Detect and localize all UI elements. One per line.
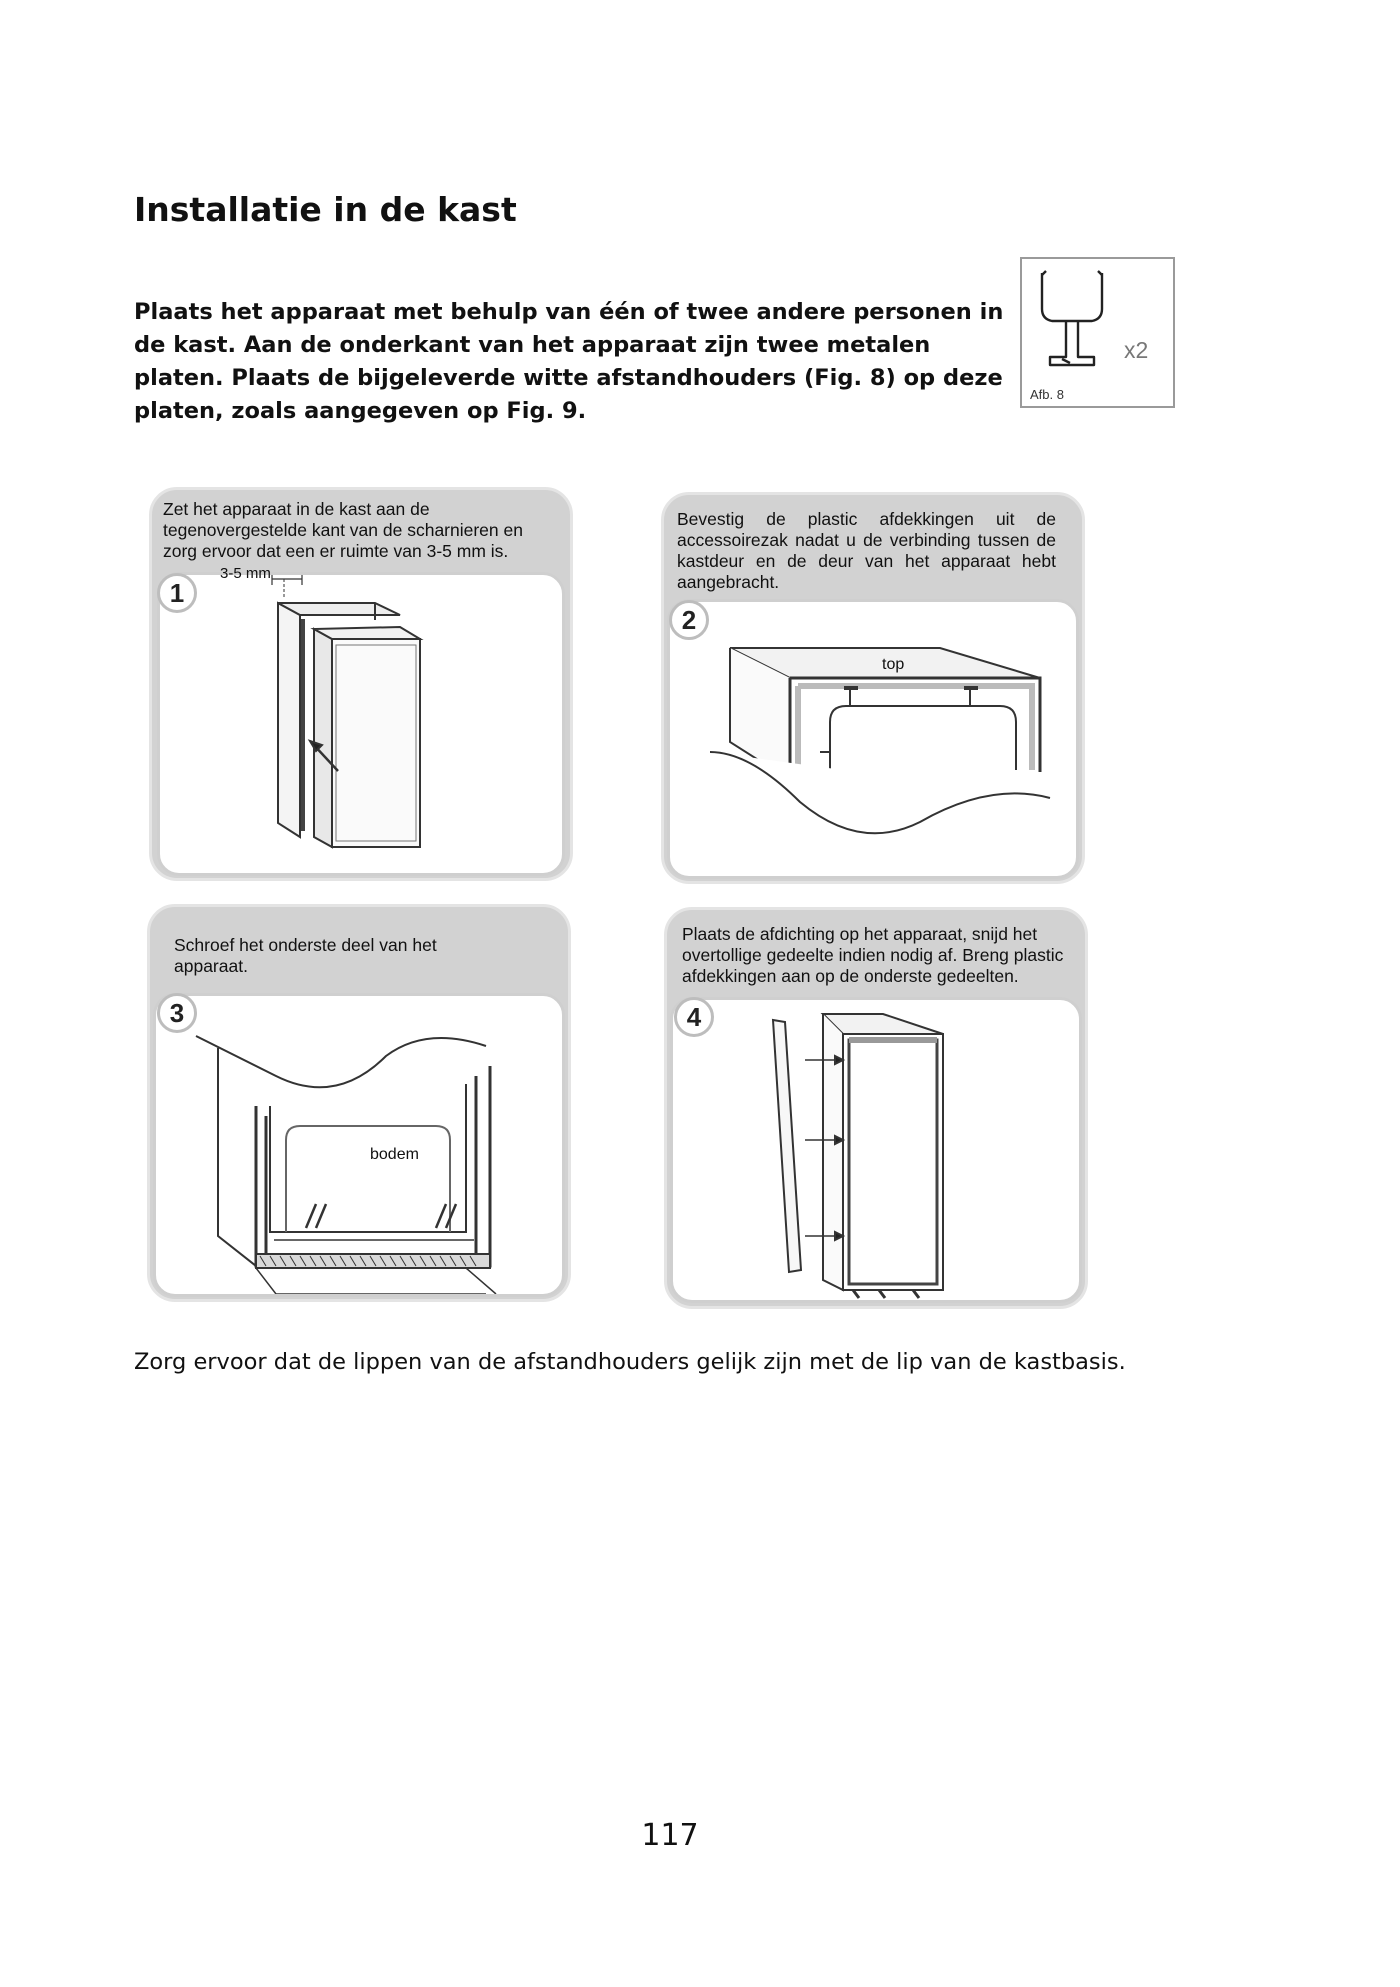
step-4-badge: 4 <box>674 997 714 1037</box>
step-3-illustration-area <box>153 993 565 1297</box>
footer-note: Zorg ervoor dat de lippen van de afstandhouders gelijk zijn met de lip van de kastbasis. <box>134 1349 1126 1375</box>
step-2-label: top <box>882 656 905 673</box>
step-1-panel <box>149 487 573 881</box>
cabinet-top-icon <box>670 602 1076 876</box>
step-1-text: Zet het apparaat in de kast aan de tegenovergestelde kant van de scharnieren en zorg ervoor dat een er ruimte van 3-5 mm is. <box>163 499 523 561</box>
page-number: 117 <box>641 1818 699 1853</box>
step-3-text: Schroef het onderste deel van het apparaat. <box>174 935 437 976</box>
step-4-panel <box>664 907 1088 1309</box>
fig8-caption: Afb. 8 <box>1030 387 1064 402</box>
step-1-badge: 1 <box>157 573 197 613</box>
step-3-label: bodem <box>370 1146 419 1163</box>
step-3-badge: 3 <box>157 993 197 1033</box>
step-1-label: 3-5 mm <box>220 565 271 582</box>
step-2-badge: 2 <box>669 600 709 640</box>
seal-strip-icon <box>673 1000 1079 1300</box>
figure-8 <box>1020 257 1175 408</box>
fig8-count: x2 <box>1124 337 1149 363</box>
spacer-icon <box>1022 259 1173 406</box>
step-1-illustration-area <box>157 565 565 876</box>
step-4-illustration-area <box>670 997 1082 1303</box>
step-2-text: Bevestig de plastic afdekkingen uit de accessoirezak nadat u de verbinding tussen de kastdeur en de deur van het apparaat hebt aangebracht. <box>677 509 1056 592</box>
cabinet-insert-icon <box>160 575 562 873</box>
step-2-illustration-area <box>667 599 1079 879</box>
page-title: Installatie in de kast <box>134 190 517 229</box>
step-2-panel <box>661 492 1085 884</box>
step-4-text: Plaats de afdichting op het apparaat, snijd het overtollige gedeelte indien nodig af. Breng plastic afdekkingen aan op de onderste gedeelten. <box>682 924 1064 986</box>
cabinet-bottom-icon <box>156 996 562 1294</box>
intro-paragraph: Plaats het apparaat met behulp van één of twee andere personen in de kast. Aan de onderkant van het apparaat zijn twee metalen platen. Plaats de bijgeleverde witte afstandhouders (Fig. 8) op deze platen, zoals aangegeven op Fig. 9. <box>134 299 1004 424</box>
step-3-panel <box>147 904 571 1302</box>
